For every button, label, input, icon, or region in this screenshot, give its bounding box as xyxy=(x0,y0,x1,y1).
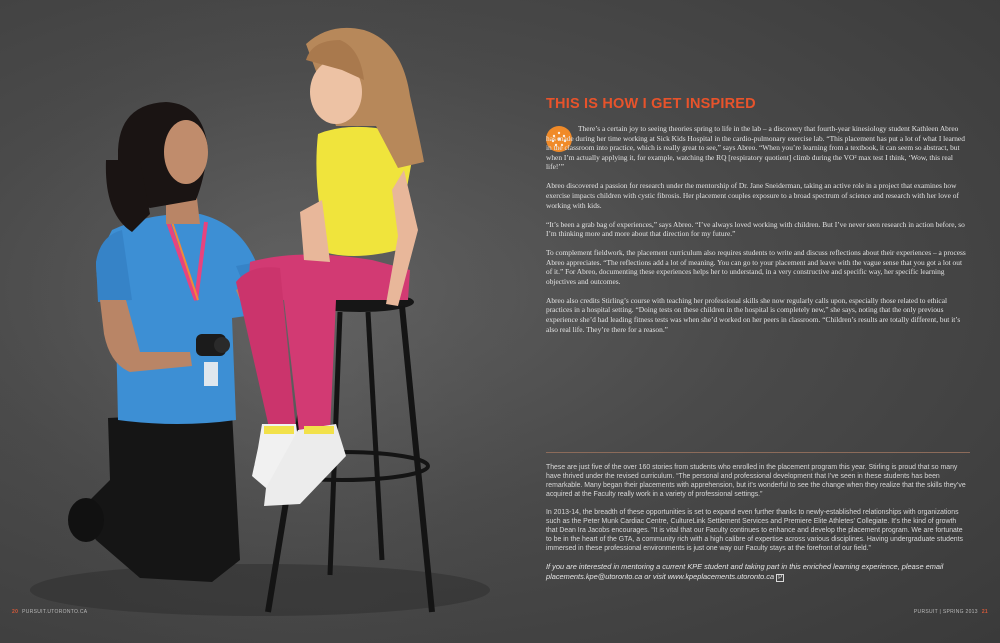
article-paragraph: “It’s been a grab bag of experiences,” says Abreo. “I’ve always loved working with children. But I’ve never seen research in action before, so I’m thinking more and more about that direction for my future.” xyxy=(546,219,965,239)
sidebar-text xyxy=(546,463,968,592)
sidebar-paragraph: These are just five of the over 160 stories from students who enrolled in the placement program this year. Stirling is proud that so many have thrived under the revised curriculum. “The personal and professional development that I’ve seen in these students has been remarkable. Many began their placements with apprehension, but it’s wonderful to see the change when they realize that the skills they’ve acquired at the Faculty really work in a variety of professional settings.” xyxy=(546,464,966,499)
page-number-right: 21 xyxy=(981,609,988,615)
article-headline: THIS IS HOW I GET INSPIRED xyxy=(546,96,756,112)
section-divider xyxy=(546,452,970,453)
closing-text: If you are interested in mentoring a current KPE student and taking part in this enriched learning experience, please email placements.kpe@utoronto.ca or visit www.kpeplacements.utoronto.ca xyxy=(546,561,944,581)
article-body xyxy=(546,124,966,344)
sidebar-closing xyxy=(546,562,968,584)
article-paragraph: There’s a certain joy to seeing theories spring to life in the lab – a discovery that fourth-year kinesiology student Kathleen Abreo has made during her time working at Sick Kids Hospital in the cardio-pulmonary exercise lab. “This placement has put a lot of what I learned in the classroom into practice, which is really great to see,” says Abreo. “When you’re learning from a textbook, it can seem so abstract, but when I’m actually applying it, for example, watching the RQ [respiratory quotient] climb during the VO² max test I think, ‘Wow, this real life!’” xyxy=(546,124,965,172)
article-paragraph: To complement fieldwork, the placement curriculum also requires students to write and discuss reflections about their experiences – a process Abreo appreciates. “The reflections add a lot of meaning. You can go to your placement and leave with the vague sense that you got a lot out of it.” For Abreo, documenting these experiences helps her to understand, in a very constructive and specific way, her specific learning objectives and outcomes. xyxy=(546,248,966,286)
article-paragraph: Abreo also credits Stirling’s course with teaching her professional skills she now regularly calls upon, especially those related to ethical practices in a hospital setting. “Doing tests on these children in the hospital is completely new,” she says, noting that the only previous experience she’d had leading fitness tests was when she’d worked on her peers in classroom. “Children’s results are totally different, but it’s also real life. They’re there for a reason.” xyxy=(546,295,961,334)
folio-right xyxy=(914,609,992,615)
folio-left-text: PURSUIT.UTORONTO.CA xyxy=(22,609,88,615)
sidebar-paragraph: In 2013-14, the breadth of these opportunities is set to expand even further thanks to newly-established relationships with organizations such as the Peter Munk Cardiac Centre, CultureLink Settlement Services and Premiere Elite Athletes’ Collegiate. It’s the kind of growth that Dean Ira Jacobs encourages. “It is vital that our Faculty continues to enhance and develop the placement program. We are fortunate to be in the heart of the GTA, a community rich with a high calibre of expertise across various disciplines. Having undergraduate students immersed in these professional environments is just one way our Faculty stays at the forefront of our field.” xyxy=(546,508,963,553)
folio-right-text: PURSUIT | SPRING 2013 xyxy=(913,609,978,615)
folio-left xyxy=(8,609,87,615)
article-paragraph: Abreo discovered a passion for research under the mentorship of Dr. Jane Sneiderman, taking an active role in a project that examines how exercise impacts children with cystic fibrosis. Her placement couples exposure to a broad spectrum of science and research with her love of working with kids. xyxy=(546,181,959,210)
page-number-left: 20 xyxy=(12,609,19,615)
end-mark-icon: P xyxy=(778,574,783,581)
